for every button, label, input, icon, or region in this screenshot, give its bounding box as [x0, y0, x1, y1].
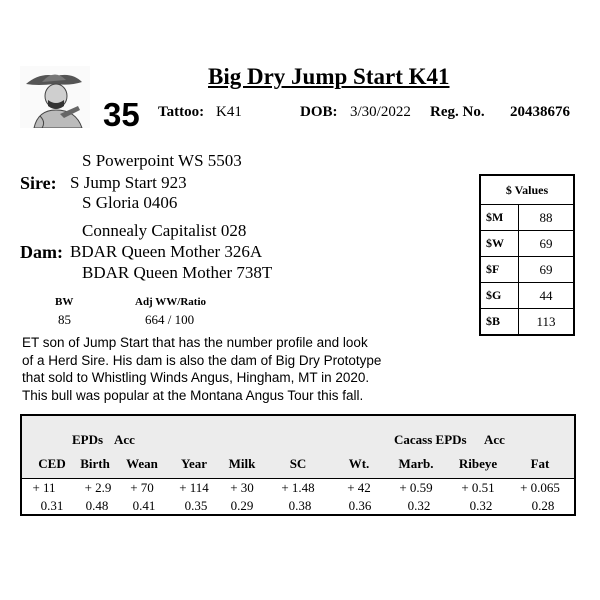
- dollar-value-row: [481, 283, 573, 309]
- epd-group-label: EPDs: [72, 432, 104, 447]
- dollar-value-key: $M: [481, 205, 519, 230]
- bw-value: 85: [58, 312, 71, 327]
- carcass-group-acc: Acc: [484, 432, 505, 447]
- sire-dam: S Gloria 0406: [82, 193, 178, 212]
- dollar-value-row: [481, 257, 573, 283]
- bw-label: BW: [55, 296, 74, 308]
- epd-value: + 11: [32, 480, 56, 495]
- epd-value: + 114: [179, 480, 209, 495]
- reg-value: 20438676: [510, 104, 570, 120]
- dollar-values-table: [479, 174, 575, 336]
- epd-col-header: Milk: [228, 456, 256, 471]
- dollar-values-header: $ Values: [481, 176, 573, 205]
- epd-value: + 42: [347, 480, 371, 495]
- ww-label: Adj WW/Ratio: [135, 296, 206, 308]
- epd-accuracy: 0.38: [288, 498, 312, 513]
- epd-col-header: Ribeye: [458, 456, 498, 471]
- epd-value: + 1.48: [281, 480, 315, 495]
- epd-col-header: Year: [181, 456, 207, 471]
- animal-description: ET son of Jump Start that has the number profile and look of a Herd Sire. His dam is also the dam of Big Dry Prototype that sold to Whistling Winds Angus, Hingham, MT in 2020. This bull was popular at the Montana Angus Tour this fall.: [22, 335, 382, 403]
- carcass-group-label: Cacass EPDs: [394, 432, 467, 447]
- dollar-value-row: [481, 309, 573, 334]
- epd-accuracy: 0.32: [469, 498, 493, 513]
- dollar-value-amount: 44: [539, 288, 553, 303]
- epd-accuracy: 0.32: [407, 498, 431, 513]
- dollar-value-row: [481, 231, 573, 257]
- epd-value: + 0.065: [520, 480, 560, 495]
- epd-col-header: Marb.: [398, 456, 434, 471]
- epd-value: + 70: [130, 480, 154, 495]
- epd-accuracy: 0.36: [348, 498, 372, 513]
- epd-col-header: Birth: [80, 456, 110, 471]
- epd-col-header: Wt.: [348, 456, 370, 471]
- ww-value: 664 / 100: [145, 312, 195, 327]
- tattoo-label: Tattoo:: [158, 104, 205, 120]
- epd-group-acc: Acc: [114, 432, 135, 447]
- sire-label: Sire:: [20, 173, 57, 193]
- epd-value: + 2.9: [84, 480, 112, 495]
- sire-name: S Jump Start 923: [70, 173, 187, 192]
- animal-title: Big Dry Jump Start K41: [208, 64, 450, 89]
- epd-value: + 0.59: [399, 480, 433, 495]
- dollar-value-key: $B: [481, 309, 519, 334]
- dam-dam: BDAR Queen Mother 738T: [82, 263, 273, 282]
- epd-value: + 30: [230, 480, 254, 495]
- epd-value: + 0.51: [461, 480, 495, 495]
- dollar-value-amount: 69: [539, 262, 553, 277]
- dam-sire: Connealy Capitalist 028: [82, 221, 247, 240]
- dollar-value-key: $W: [481, 231, 519, 256]
- dob-label: DOB:: [300, 104, 338, 120]
- epd-col-header: CED: [38, 456, 66, 471]
- epd-col-header: Wean: [126, 456, 158, 471]
- dollar-value-key: $G: [481, 283, 519, 308]
- dam-name: BDAR Queen Mother 326A: [70, 242, 263, 261]
- dollar-value-row: [481, 205, 573, 231]
- dam-label: Dam:: [20, 242, 63, 262]
- epd-accuracy: 0.31: [40, 498, 64, 513]
- dollar-value-amount: 113: [536, 314, 556, 329]
- dollar-value-amount: 88: [539, 210, 553, 225]
- dollar-value-amount: 69: [539, 236, 553, 251]
- epd-col-header: SC: [289, 456, 307, 471]
- epd-col-header: Fat: [530, 456, 550, 471]
- sire-sire: S Powerpoint WS 5503: [82, 151, 242, 170]
- tattoo-value: K41: [216, 104, 242, 120]
- epd-accuracy: 0.48: [85, 498, 109, 513]
- dollar-value-key: $F: [481, 257, 519, 282]
- reg-label: Reg. No.: [430, 104, 485, 120]
- epd-table: [20, 414, 576, 516]
- cowboy-sketch-image: [20, 66, 90, 128]
- epd-accuracy: 0.41: [132, 498, 156, 513]
- epd-accuracy: 0.29: [230, 498, 254, 513]
- dob-value: 3/30/2022: [350, 104, 411, 120]
- epd-accuracy: 0.35: [184, 498, 208, 513]
- lot-number: 35: [103, 96, 140, 133]
- epd-accuracy: 0.28: [531, 498, 555, 513]
